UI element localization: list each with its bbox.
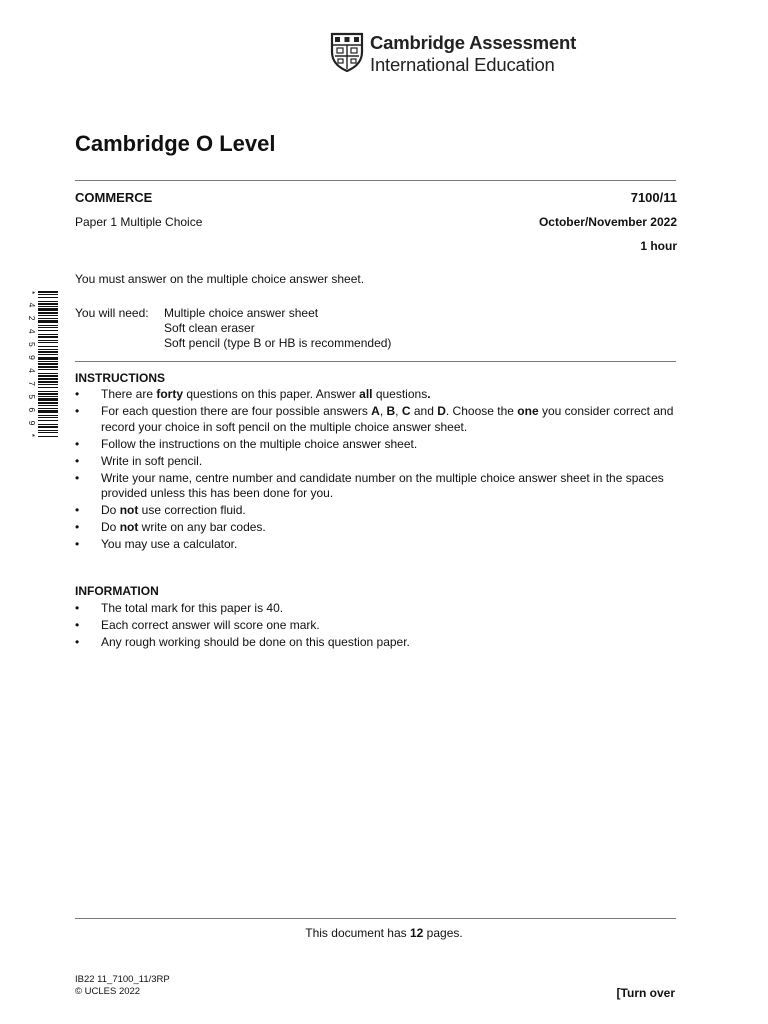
barcode-bar [38,318,58,319]
barcode-bar [38,340,58,341]
page-title: Cambridge O Level [75,131,276,156]
barcode [26,291,58,437]
barcode-bar [38,297,58,298]
bold-text: one [517,404,539,418]
barcode-bar [38,432,58,433]
bold-text: A [371,404,380,418]
bullet-icon: • [75,601,80,615]
logo-line-2: International Education [370,54,555,75]
bold-text: not [119,503,139,517]
barcode-bar [38,357,58,360]
page-count-prefix: This document has [305,926,410,940]
paper-name: Paper 1 Multiple Choice [75,215,203,229]
barcode-bar [38,393,58,395]
copyright: © UCLES 2022 [75,986,141,997]
barcode-bar [38,378,58,380]
bullet-icon: • [75,436,80,451]
barcode-bar [38,426,58,428]
bold-text: forty [156,387,184,401]
barcode-bar [38,363,58,365]
materials-list [164,306,391,351]
barcode-bar [38,436,58,437]
text: , [395,404,402,418]
instructions-item [75,503,680,519]
document-reference [75,974,170,998]
materials-item: Soft clean eraser [164,321,255,335]
text: Any rough working should be done on this question paper. [101,635,410,649]
materials-item: Multiple choice answer sheet [164,306,319,320]
information-item [75,618,680,634]
bold-text: all [359,387,373,401]
barcode-bar [38,381,58,383]
text: The total mark for this paper is 40. [101,601,284,615]
instructions-item [75,537,680,553]
information-list [75,601,680,652]
instructions-item [75,471,680,502]
barcode-bar [38,312,58,314]
barcode-number: * 4 2 4 5 9 4 7 5 6 9 * [27,291,37,437]
barcode-bar [38,373,58,374]
information-item [75,601,680,617]
section-rule [75,361,676,362]
barcode-bar [38,384,58,385]
information-heading: INFORMATION [75,584,159,598]
barcode-bar [38,306,58,307]
bold-text: B [386,404,396,418]
barcode-bar [38,396,58,397]
text: questions on this paper. Answer [183,387,360,401]
text: Each correct answer will score one mark. [101,618,320,632]
text: You may use a calculator. [101,537,238,551]
barcode-bar [38,375,58,377]
text: use correction fluid. [138,503,246,517]
barcode-bar [38,398,58,401]
subject-name: COMMERCE [75,190,153,205]
barcode-bar [38,430,58,431]
bold-text: D [437,404,446,418]
barcode-bar [38,366,58,368]
bullet-icon: • [75,520,80,534]
barcode-bar [38,320,58,323]
instructions-item [75,437,680,453]
barcode-bar [38,415,58,416]
barcode-bar [38,294,58,295]
text: , [379,404,387,418]
text: questions [372,387,428,401]
text: . Choose the [445,404,518,418]
logo-line-1: Cambridge Assessment [370,32,577,53]
barcode-bar [38,327,58,328]
bullet-icon: • [75,537,80,551]
text: you consider correct and record your choice in soft pencil on the multiple choice answer sheet. [101,404,674,434]
text: Do [101,503,120,517]
bullet-icon: • [75,503,80,517]
text: write on any bar codes. [138,520,266,534]
barcode-bar [38,336,58,338]
bold-text: C [401,404,411,418]
information-item [75,635,680,651]
barcode-bar [38,330,58,331]
barcode-bar [38,291,58,293]
barcode-bar [38,391,58,392]
text: Write in soft pencil. [101,453,203,468]
instructions-item [75,404,680,435]
barcode-bar [38,334,58,335]
materials-item: Soft pencil (type B or HB is recommended) [164,336,392,350]
bold-text: . [427,387,431,401]
materials-label: You will need: [75,306,149,320]
instructions-item [75,454,680,470]
instructions-heading: INSTRUCTIONS [75,371,165,385]
bullet-icon: • [75,453,80,468]
text: Write your name, centre number and candidate number on the multiple choice answer sheet in the spaces provided unless this has been done for you. [101,470,664,500]
exam-session: October/November 2022 [538,215,677,229]
instructions-item [75,387,680,403]
barcode-bar [38,402,58,404]
bullet-icon: • [75,470,80,485]
barcode-bar [38,410,58,413]
barcode-bar [38,342,58,343]
barcode-bar [38,354,58,355]
barcode-bar [38,361,58,362]
barcode-bar [38,369,58,370]
barcode-bar [38,349,58,350]
footer-rule [75,918,676,919]
turn-over-label: [Turn over [616,986,675,1000]
barcode-bar [38,308,58,311]
text: Do [101,520,120,534]
page-count-note [0,926,768,940]
barcode-bar [38,424,58,425]
text: and [410,404,438,418]
barcode-bar [38,346,58,347]
bullet-icon: • [75,404,80,418]
barcode-bar [38,405,58,406]
text: For each question there are four possible answers [101,404,372,418]
barcode-bar [38,387,58,388]
cambridge-logo [330,32,577,76]
university-crest-icon [330,32,364,72]
answer-sheet-note: You must answer on the multiple choice answer sheet. [75,272,365,286]
header-rule [75,180,676,181]
bold-text: not [119,520,139,534]
barcode-bar [38,420,58,421]
instructions-list [75,387,680,554]
text: There are [101,387,157,401]
barcode-bar [38,417,58,418]
barcode-bar [38,301,58,302]
bullet-icon: • [75,635,80,649]
bullet-icon: • [75,387,80,401]
reference-code: IB22 11_7100_11/3RP [75,974,170,985]
barcode-bar [38,303,58,305]
exam-duration: 1 hour [640,239,677,253]
barcode-bar [38,325,58,326]
barcode-bar [38,315,58,316]
syllabus-code: 7100/11 [630,190,677,205]
page-count-suffix: pages. [423,926,463,940]
instructions-item [75,520,680,536]
barcode-bar [38,351,58,353]
bullet-icon: • [75,618,80,632]
page-count: 12 [409,926,424,940]
text: Follow the instructions on the multiple choice answer sheet. [101,436,418,451]
barcode-bar [38,408,58,409]
